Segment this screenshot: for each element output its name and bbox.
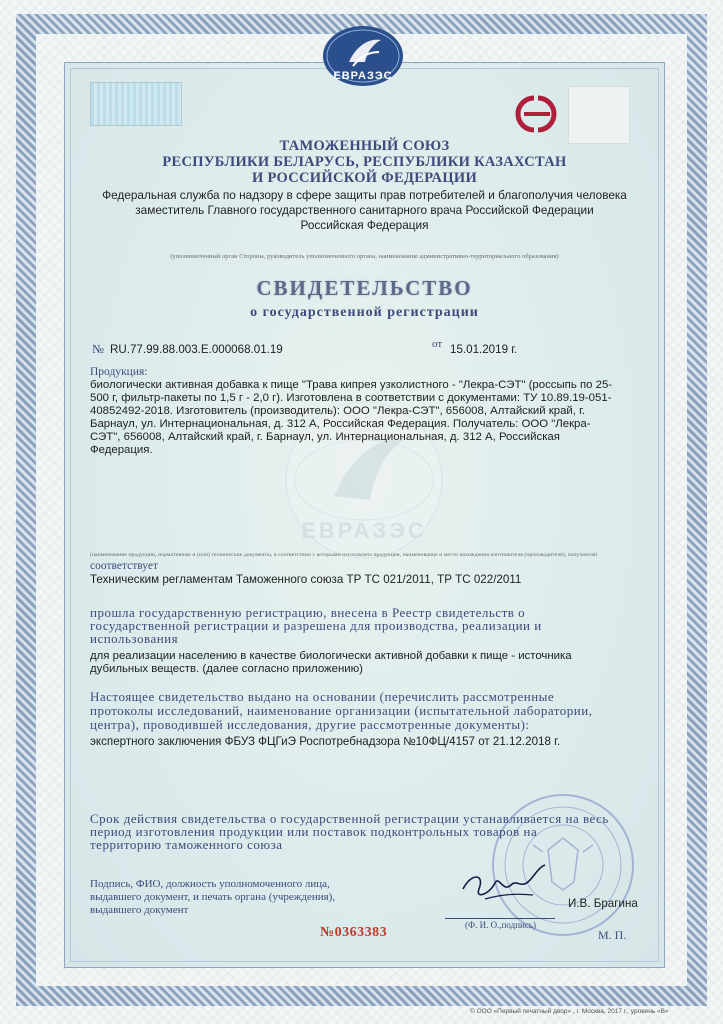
- authority-line-3: Российская Федерация: [300, 218, 429, 232]
- product-line: 40852492-2018. Изготовитель (производитель): ООО "Лекра-СЭТ", 656008, Алтайский край, г.: [90, 405, 586, 417]
- hologram-strip: [90, 82, 182, 126]
- usage-line: для реализации населению в качестве биологически активной добавки к пище - источника: [90, 650, 572, 662]
- signature-caption: [90, 878, 335, 917]
- authority-line-2: заместитель Главного государственного санитарного врача Российской Федерации: [135, 203, 594, 217]
- product-description: [90, 379, 645, 457]
- document-title: СВИДЕТЕЛЬСТВО: [256, 276, 473, 300]
- header-line-3: И РОССИЙСКОЙ ФЕДЕРАЦИИ: [251, 170, 478, 186]
- date-label: от: [432, 338, 443, 350]
- authority-caption: (уполномоченный орган Стороны, руководитель уполномоченного органа, наименование административно-территориального образования): [170, 253, 559, 260]
- registration-number: RU.77.99.88.003.Е.000068.01.19: [110, 343, 283, 356]
- header-line-2: РЕСПУБЛИКИ БЕЛАРУСЬ, РЕСПУБЛИКИ КАЗАХСТАН: [162, 154, 567, 170]
- basis-line: протоколы исследований, наименование организации (испытательной лаборатории,: [90, 703, 593, 718]
- basis-line: Настоящее свидетельство выдано на основании (перечислить рассмотренные: [90, 689, 555, 704]
- signature-caption-line: выдавшего документ, и печать органа (учреждения),: [90, 891, 336, 903]
- handwritten-signature: [455, 855, 555, 915]
- product-line: 500 г, фильтр-пакеты по 1,5 г - 2,0 г). Изготовлена в соответствии с документами: ТУ 10.89.19-051-: [90, 392, 612, 404]
- corner-blank-area: [568, 86, 630, 144]
- document-subtitle: о государственной регистрации: [250, 305, 479, 320]
- emblem-text: ЕВРАЗЭС: [333, 70, 393, 82]
- product-line: СЭТ", 656008, Алтайский край, г. Барнаул, ул. Интернациональная, д. 312 А, Российская: [90, 431, 560, 443]
- registration-date: 15.01.2019 г.: [450, 343, 518, 356]
- basis-value: экспертного заключения ФБУЗ ФЦГиЭ Роспотребнадзора №10ФЦ/4157 от 21.12.2018 г.: [90, 735, 561, 748]
- validity-line: период изготовления продукции или поставок подконтрольных товаров на: [90, 824, 538, 839]
- validity-statement: [90, 812, 645, 851]
- product-line: биологически активная добавка к пище "Трава кипрея узколистного - "Лекра-СЭТ" (россыпь по 25-: [90, 379, 613, 391]
- signature-caption-line: Подпись, ФИО, должность уполномоченного лица,: [90, 878, 330, 890]
- conformity-label: соответствует: [90, 560, 159, 572]
- watermark-text: ЕВРАЗЭС: [301, 518, 427, 543]
- usage-line: дубильных веществ. (далее согласно приложению): [90, 663, 363, 675]
- signature-icon: [455, 855, 555, 915]
- evrazes-emblem: [321, 26, 405, 90]
- signature-caption-line: выдавшего документ: [90, 904, 189, 916]
- validity-line: Срок действия свидетельства о государственной регистрации устанавливается на весь: [90, 811, 609, 826]
- usage-description: [90, 650, 645, 676]
- product-label: Продукция:: [90, 366, 148, 378]
- product-line: Федерация.: [90, 444, 153, 456]
- product-line: Барнаул, ул. Интернациональная, д. 312 А, Российская Федерация. Получатель: ООО "Лекра-: [90, 418, 591, 430]
- number-label: №: [92, 342, 104, 356]
- signature-line: [445, 918, 555, 919]
- product-caption: (наименование продукции, нормативные и (или) технические документы, в соответствии с которыми изготовлена продукция, наименование и место нахождения изготовителя (производителя), получателя): [90, 552, 598, 558]
- statement-line: использования: [90, 631, 179, 646]
- stamp-place-label: М. П.: [598, 928, 627, 942]
- conformity-value: Техническим регламентам Таможенного союза ТР ТС 021/2011, ТР ТС 022/2011: [90, 573, 522, 586]
- basis-line: центра), проводившей исследования, другие рассмотренные документы):: [90, 717, 530, 732]
- header-line-1: ТАМОЖЕННЫЙ СОЮЗ: [279, 138, 450, 154]
- validity-line: территорию таможенного союза: [90, 837, 283, 852]
- se-conformity-mark: [512, 92, 562, 136]
- printer-info: © ООО «Первый печатный двор» , г. Москва, 2017 г., уровень «В»: [470, 1008, 669, 1015]
- registration-statement: [90, 606, 645, 645]
- signature-fio-caption: (Ф. И. О.,подпись): [465, 920, 536, 930]
- statement-line: прошла государственную регистрацию, внесена в Реестр свидетельств о: [90, 605, 526, 620]
- signatory-name: И.В. Брагина: [568, 897, 638, 910]
- statement-line: государственной регистрации и разрешена для производства, реализации и: [90, 618, 542, 633]
- certificate-serial-number: №0363383: [320, 925, 388, 940]
- se-mark-icon: [512, 92, 562, 136]
- authority-line-1: Федеральная служба по надзору в сфере защиты прав потребителей и благополучия человека: [102, 188, 627, 202]
- basis-statement: [90, 690, 645, 732]
